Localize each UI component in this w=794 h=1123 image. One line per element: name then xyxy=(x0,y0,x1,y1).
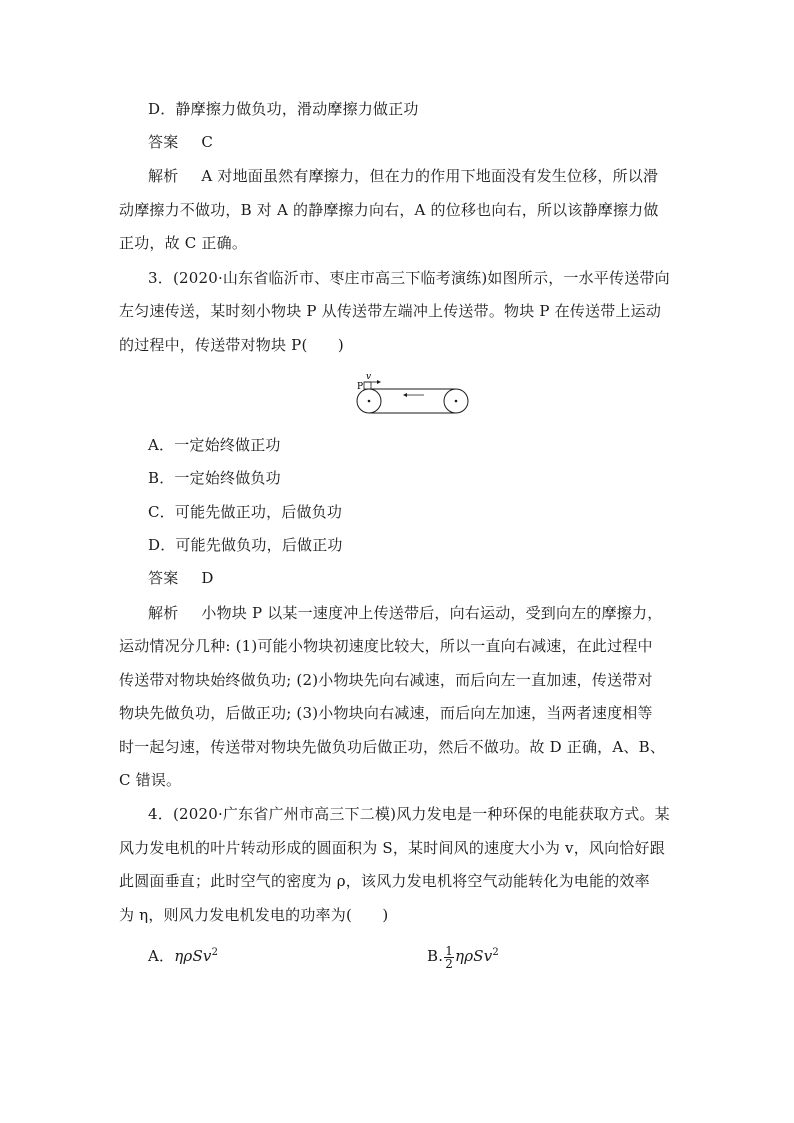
q3-analysis-line: 传送带对物块始终做负功; (2)小物块先向右减速，而后向左一直加速，传送带对 xyxy=(119,671,653,689)
q4-option-a xyxy=(148,944,348,968)
right-roller-axle xyxy=(455,400,458,403)
block-p xyxy=(364,382,371,389)
q3-analysis-line: 运动情况分几种: (1)可能小物块初速度比较大，所以一直向右减速，在此过程中 xyxy=(119,637,653,655)
q2-analysis-line: 正功，故 C 正确。 xyxy=(119,234,248,252)
conveyor-belt-figure xyxy=(352,370,472,416)
q3-stem-line: 3．(2020·山东省临沂市、枣庄市高三下临考演练)如图所示，一水平传送带向 xyxy=(148,269,670,287)
option-exponent: 2 xyxy=(211,947,219,958)
analysis-label: 解析 xyxy=(148,604,179,622)
analysis-text: A 对地面虽然有摩擦力，但在力的作用下地面没有发生位移，所以滑 xyxy=(201,167,659,185)
left-roller-axle xyxy=(368,400,371,403)
fraction xyxy=(444,945,454,970)
q3-analysis-line: 时一起匀速，传送带对物块先做负功后做正功，然后不做功。故 D 正确，A、B、 xyxy=(119,738,666,756)
analysis-label: 解析 xyxy=(148,167,179,185)
option-prefix: B. xyxy=(427,947,444,965)
prev-option-d: D．静摩擦力做负功，滑动摩擦力做正功 xyxy=(148,100,419,118)
q2-analysis-line xyxy=(148,164,668,188)
q3-analysis-line: 物块先做负功，后做正功; (3)小物块向右减速，而后向左加速，当两者速度相等 xyxy=(119,704,653,722)
velocity-arrowhead xyxy=(377,380,381,384)
q4-stem-line: 此圆面垂直；此时空气的密度为 ρ，该风力发电机将空气动能转化为电能的效率 xyxy=(119,872,650,890)
q3-analysis-line xyxy=(148,601,668,625)
analysis-text: 小物块 P 以某一速度冲上传送带后，向右运动，受到向左的摩擦力， xyxy=(201,604,663,622)
belt-direction-arrowhead xyxy=(403,393,407,397)
velocity-label: v xyxy=(366,372,372,382)
answer-value: C xyxy=(201,133,214,151)
answer-value: D xyxy=(201,569,214,587)
answer-label: 答案 xyxy=(148,133,179,151)
option-expression: ηρSv xyxy=(455,947,493,965)
q2-analysis-line: 动摩擦力不做功，B 对 A 的静摩擦力向右，A 的位移也向右，所以该静摩擦力做 xyxy=(119,201,659,219)
fraction-denominator: 2 xyxy=(445,956,454,971)
q3-answer xyxy=(148,566,668,590)
q3-option-c: C．可能先做正功，后做负功 xyxy=(148,503,343,521)
q3-option-b: B．一定始终做负功 xyxy=(148,469,281,487)
q4-stem-line: 为 η，则风力发电机发电的功率为( ) xyxy=(119,906,389,924)
option-prefix: A． xyxy=(148,947,175,965)
q3-option-d: D．可能先做负功，后做正功 xyxy=(148,536,343,554)
q3-analysis-line: C 错误。 xyxy=(119,771,182,789)
q3-option-a: A．一定始终做正功 xyxy=(148,436,281,454)
q2-answer xyxy=(148,130,668,154)
q3-stem-line: 左匀速传送，某时刻小物块 P 从传送带左端冲上传送带。物块 P 在传送带上运动 xyxy=(119,302,662,320)
answer-label: 答案 xyxy=(148,569,179,587)
option-exponent: 2 xyxy=(492,947,499,958)
option-expression: ηρSv xyxy=(174,947,212,965)
block-label: P xyxy=(357,382,364,392)
q3-stem-line: 的过程中，传送带对物块 P( ) xyxy=(119,336,344,354)
q4-stem-line: 风力发电机的叶片转动形成的圆面积为 S，某时间风的速度大小为 v，风向恰好跟 xyxy=(119,839,665,857)
q4-stem-line: 4．(2020·广东省广州市高三下二模)风力发电是一种环保的电能获取方式。某 xyxy=(148,805,670,823)
q4-option-b xyxy=(427,938,587,974)
fraction-numerator: 1 xyxy=(445,943,454,958)
